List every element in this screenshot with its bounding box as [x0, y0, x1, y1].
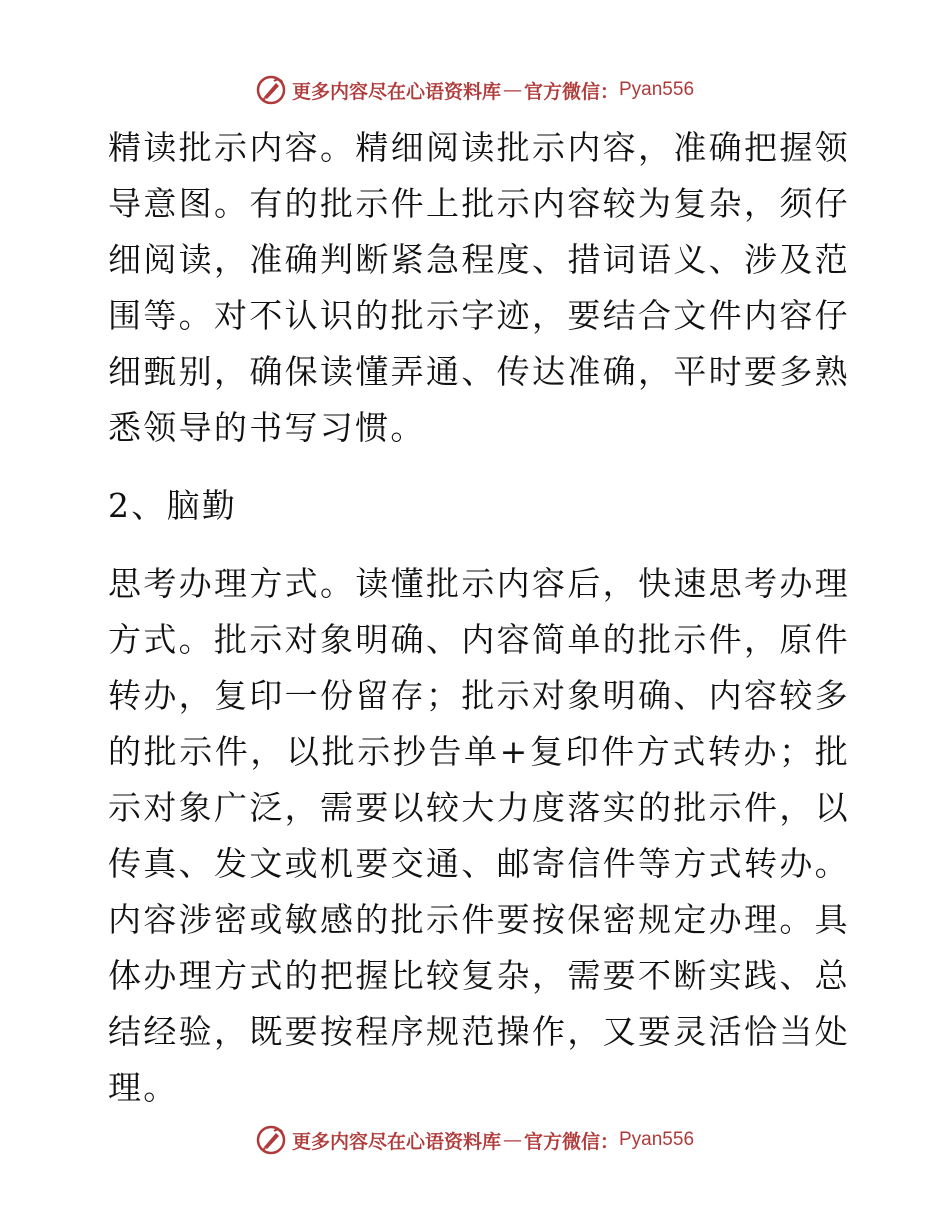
body-paragraph-2: 思考办理方式。读懂批示内容后，快速思考办理方式。批示对象明确、内容简单的批示件，原件转办，复印一份留存；批示对象明确、内容较多的批示件，以批示抄告单+复印件方式转办；批示对象广泛，需要以较大力度落实的批示件，以传真、发文或机要交通、邮寄信件等方式转办。内容涉密或敏感的批示件要按保密规定办理。具体办理方式的把握比较复杂，需要不断实践、总结经验，既要按程序规范操作，又要灵活恰当处理。: [108, 564, 850, 1107]
header-banner-separator: —: [502, 79, 522, 101]
quill-pen-logo-icon: [256, 75, 286, 105]
footer-banner-wechat-id: Pyan556: [619, 1129, 695, 1150]
footer-banner-text: 更多内容尽在心语资料库: [291, 1130, 501, 1153]
header-banner-wechat-id: Pyan556: [619, 79, 695, 100]
body-paragraph-1: 精读批示内容。精细阅读批示内容，准确把握领导意图。有的批示件上批示内容较为复杂，须仔细阅读，准确判断紧急程度、措词语义、涉及范围等。对不认识的批示字迹，要结合文件内容仔细甄别，确保读懂弄通、传达准确，平时要多熟悉领导的书写习惯。: [108, 128, 850, 447]
footer-banner: [0, 1120, 950, 1160]
footer-banner-official-label: 官方微信：: [523, 1130, 619, 1153]
document-body: [98, 120, 850, 1116]
header-banner: [0, 70, 950, 110]
section-heading: 2、脑勤: [108, 486, 238, 525]
header-banner-official-label: 官方微信：: [523, 80, 619, 103]
footer-banner-separator: —: [502, 1129, 522, 1151]
header-banner-text: 更多内容尽在心语资料库: [291, 80, 501, 103]
quill-pen-logo-icon: [256, 1125, 286, 1155]
